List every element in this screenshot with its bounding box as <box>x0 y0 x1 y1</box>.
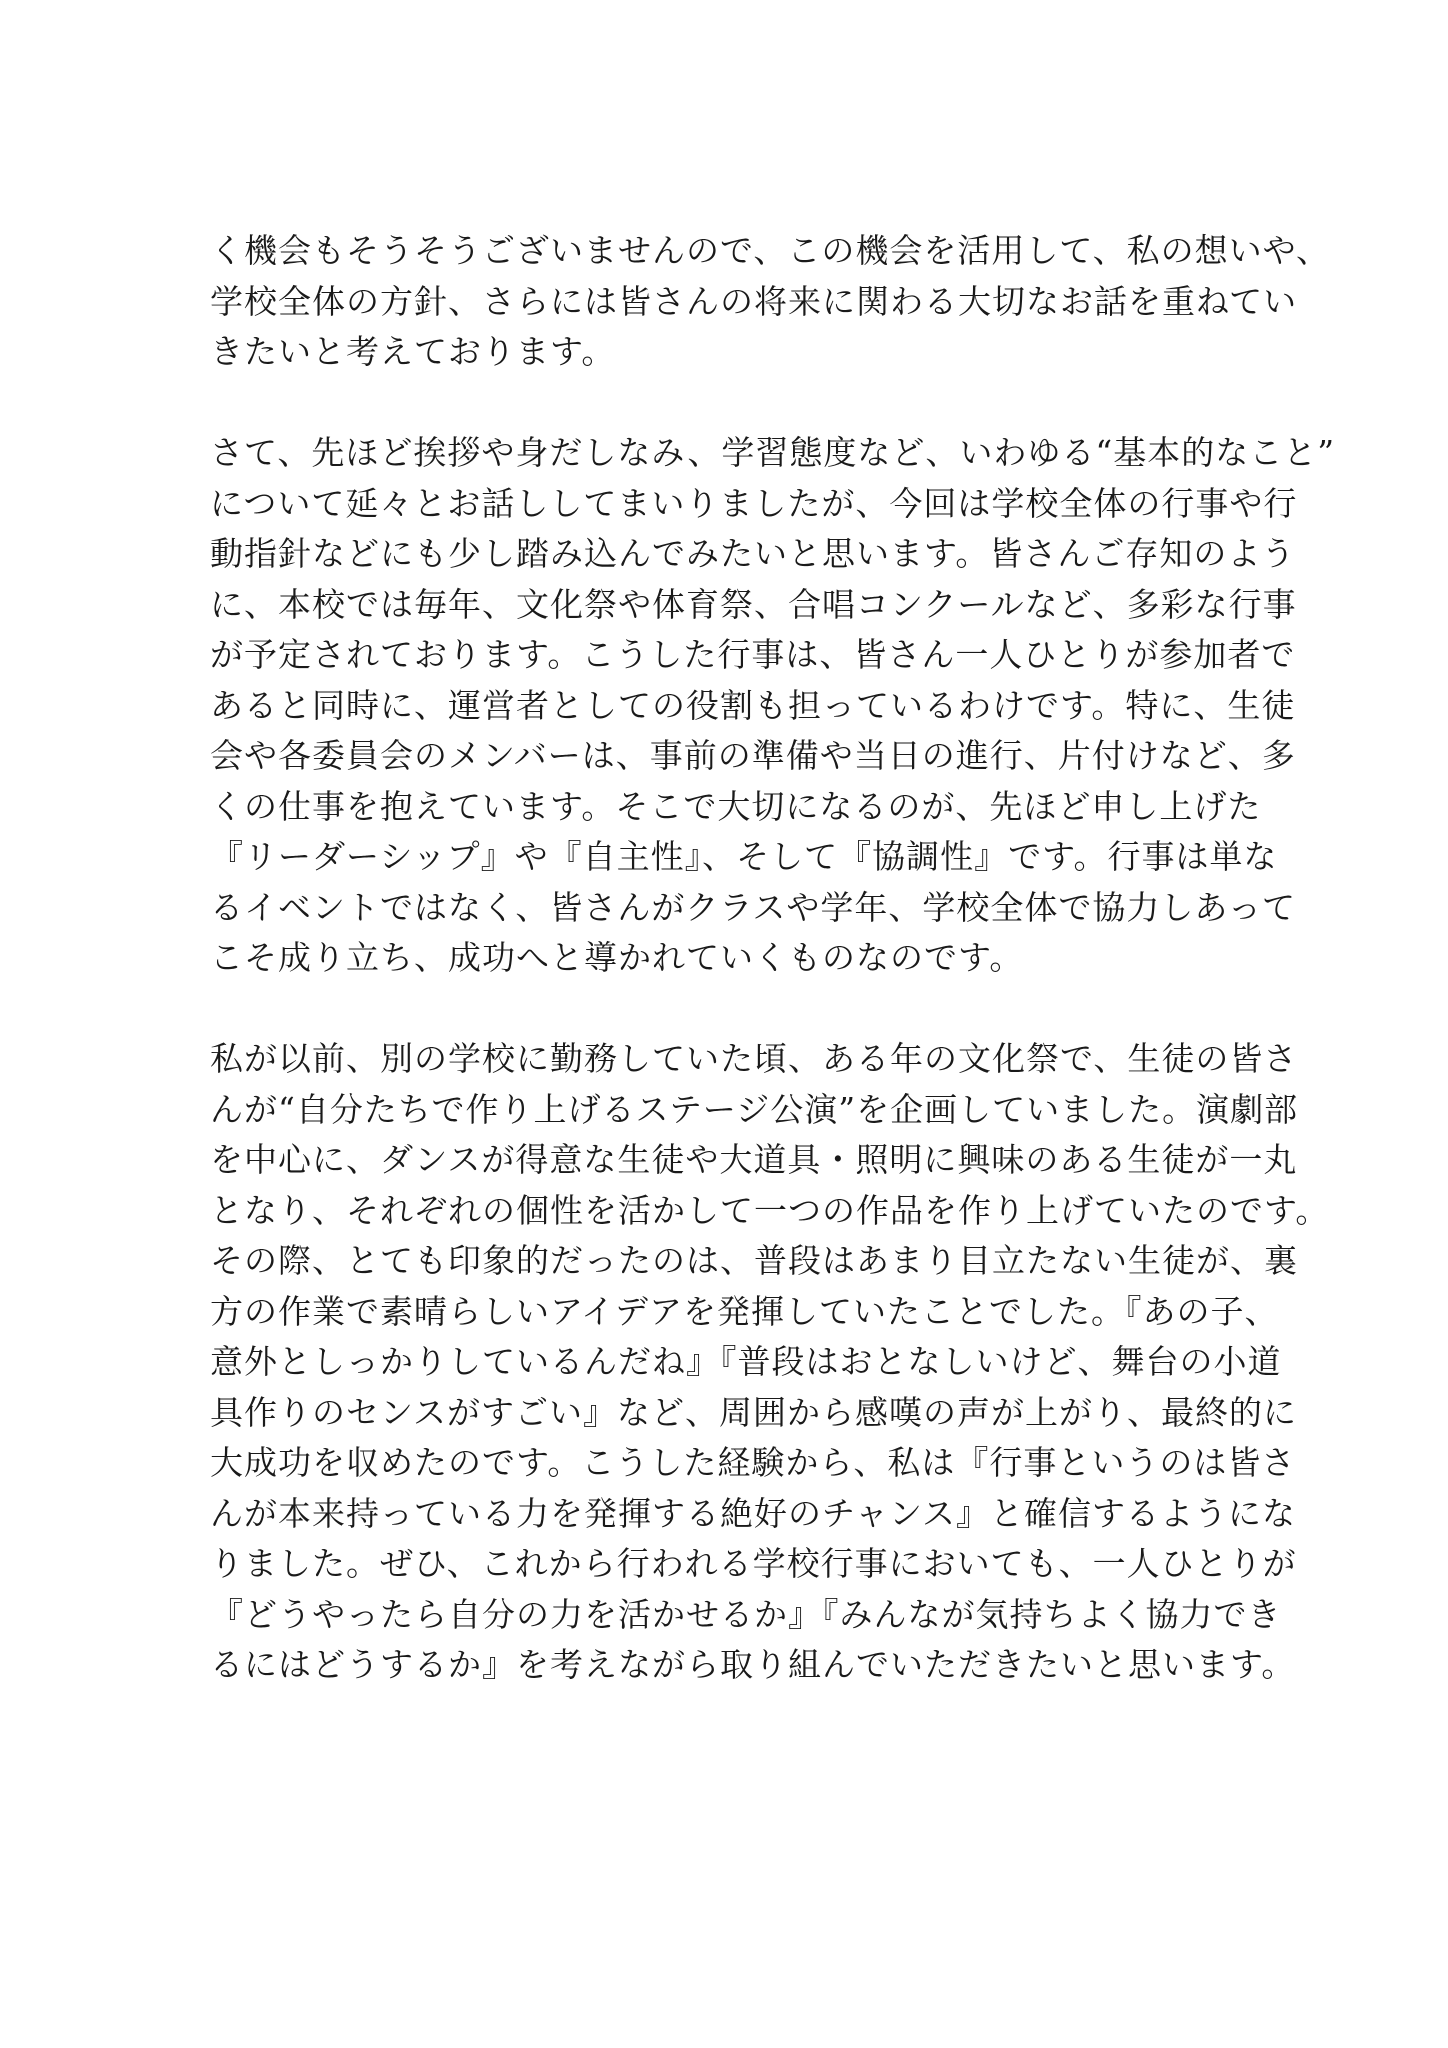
text-line: 学校全体の方針、さらには皆さんの将来に関わる大切なお話を重ねてい <box>210 281 1298 321</box>
text-line: く機会もそうそうございませんので、この機会を活用して、私の想いや、 <box>210 231 1331 270</box>
text-line: その際、とても印象的だったのは、普段はあまり目立たない生徒が、裏 <box>210 1241 1298 1280</box>
text-line: 具作りのセンスがすごい』など、周囲から感嘆の声が上がり、最終的に <box>210 1392 1298 1432</box>
text-line: が予定されております。こうした行事は、皆さん一人ひとりが参加者で <box>210 635 1296 674</box>
text-line: に、本校では毎年、文化祭や体育祭、合唱コンクールなど、多彩な行事 <box>210 584 1297 624</box>
text-line: 大成功を収めたのです。こうした経験から、私は『行事というのは皆さ <box>210 1443 1296 1482</box>
text-line: さて、先ほど挨拶や身だしなみ、学習態度など、いわゆる“基本的なこと” <box>210 433 1336 472</box>
text-line: 意外としっかりしているんだね』『普段はおとなしいけど、舞台の小道 <box>210 1342 1282 1381</box>
text-line: あると同時に、運営者としての役割も担っているわけです。特に、生徒 <box>210 685 1296 725</box>
text-line: について延々とお話ししてまいりましたが、今回は学校全体の行事や行 <box>210 483 1298 523</box>
text-line: 動指針などにも少し踏み込んでみたいと思います。皆さんご存知のよう <box>210 534 1296 573</box>
text-line: くの仕事を抱えています。そこで大切になるのが、先ほど申し上げた <box>210 786 1262 826</box>
text-line: 方の作業で素晴らしいアイデアを発揮していたことでした。『あの子、 <box>210 1291 1279 1331</box>
text-line: となり、それぞれの個性を活かして一つの作品を作り上げていたのです。 <box>210 1190 1330 1230</box>
paragraph-3 <box>210 1034 1330 1691</box>
text-line: るイベントではなく、皆さんがクラスや学年、学校全体で協力しあって <box>210 887 1297 927</box>
text-line: 私が以前、別の学校に勤務していた頃、ある年の文化祭で、生徒の皆さ <box>210 1039 1298 1078</box>
text-line: こそ成り立ち、成功へと導かれていくものなのです。 <box>210 938 1024 977</box>
text-line: 会や各委員会のメンバーは、事前の準備や当日の進行、片付けなど、多 <box>210 736 1296 775</box>
paragraph-2 <box>210 428 1336 984</box>
text-line: んが“自分たちで作り上げるステージ公演”を企画していました。演劇部 <box>210 1089 1299 1129</box>
paragraph-1 <box>210 226 1331 378</box>
text-line: りました。ぜひ、これから行われる学校行事においても、一人ひとりが <box>210 1544 1297 1583</box>
text-line: を中心に、ダンスが得意な生徒や大道具・照明に興味のある生徒が一丸 <box>210 1140 1298 1179</box>
text-line: んが本来持っている力を発揮する絶好のチャンス』と確信するようにな <box>210 1493 1297 1533</box>
text-line: きたいと考えております。 <box>210 332 616 371</box>
body-text <box>210 226 1336 1741</box>
text-line: 『リーダーシップ』や『自主性』、そして『協調性』です。行事は単な <box>210 837 1278 876</box>
text-line: るにはどうするか』を考えながら取り組んでいただきたいと思います。 <box>210 1645 1296 1684</box>
text-line: 『どうやったら自分の力を活かせるか』『みんなが気持ちよく協力でき <box>210 1594 1282 1634</box>
